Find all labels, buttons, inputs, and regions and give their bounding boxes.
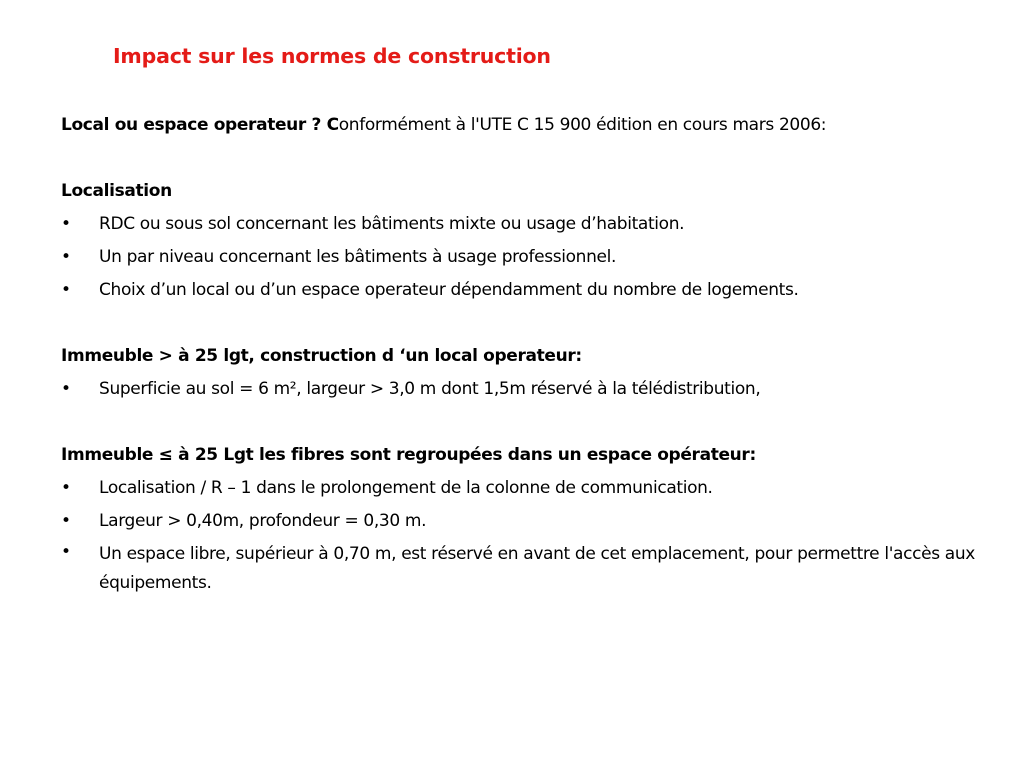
spacer <box>61 307 1011 340</box>
list-item-text: RDC ou sous sol concernant les bâtiments mixte ou usage d’habitation. <box>99 214 685 234</box>
list-item <box>61 241 1011 274</box>
slide-body <box>61 109 1011 598</box>
list-item-text: Choix d’un local ou d’un espace operateur dépendamment du nombre de logements. <box>99 280 799 300</box>
list-item <box>61 274 1011 307</box>
list-item-text: Superficie au sol = 6 m², largeur > 3,0 m dont 1,5m réservé à la télédistribution, <box>99 379 761 399</box>
list-item-text: Un espace libre, supérieur à 0,70 m, est réservé en avant de cet emplacement, pour permettre l'accès aux équipements. <box>99 544 975 593</box>
slide-title: Impact sur les normes de construction <box>113 44 551 68</box>
list-item <box>61 472 1011 505</box>
list-item <box>61 208 1011 241</box>
intro-bold-text: Local ou espace operateur ? C <box>61 115 339 135</box>
list-item-text: Largeur > 0,40m, profondeur = 0,30 m. <box>99 511 427 531</box>
bullet-icon: • <box>61 379 71 399</box>
bullet-icon: • <box>61 247 71 267</box>
bullet-icon: • <box>61 214 71 234</box>
bullet-icon: • <box>61 280 71 300</box>
spacer <box>61 406 1011 439</box>
spacer <box>61 142 1011 175</box>
list-item <box>61 538 979 598</box>
list-item <box>61 505 1011 538</box>
intro-normal-text: onformément à l'UTE C 15 900 édition en cours mars 2006: <box>338 115 827 135</box>
localisation-heading: Localisation <box>61 181 172 201</box>
section-gt25-heading: Immeuble > à 25 lgt, construction d ‘un local operateur: <box>61 346 582 366</box>
intro-line <box>61 109 1011 142</box>
list-item-text: Localisation / R – 1 dans le prolongement de la colonne de communication. <box>99 478 713 498</box>
section-le25-heading: Immeuble ≤ à 25 Lgt les fibres sont regroupées dans un espace opérateur: <box>61 445 756 465</box>
list-item <box>61 373 1011 406</box>
bullet-icon: • <box>61 542 71 562</box>
bullet-icon: • <box>61 511 71 531</box>
list-item-text: Un par niveau concernant les bâtiments à usage professionnel. <box>99 247 617 267</box>
bullet-icon: • <box>61 478 71 498</box>
